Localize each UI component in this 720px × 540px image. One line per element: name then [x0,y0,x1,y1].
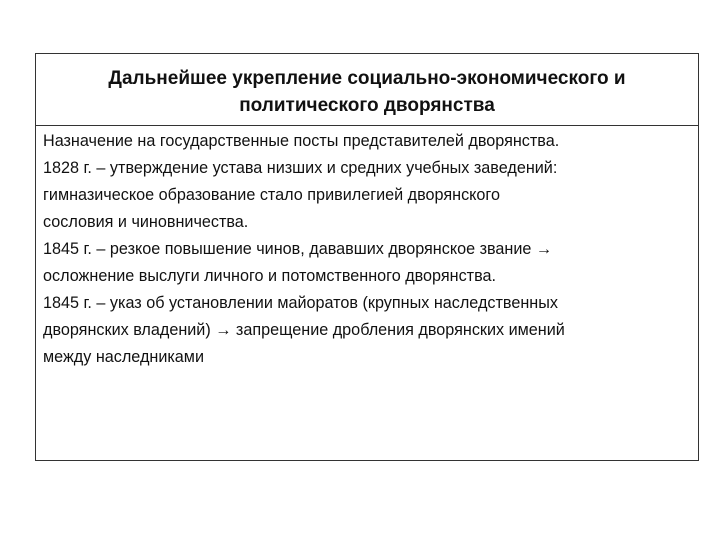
table-body-cell [36,126,698,460]
table-title [108,65,625,119]
body-line: гимназическое образование стало привилегией дворянского [43,186,500,204]
table-title-line-1: Дальнейшее укрепление социально-экономического и [108,67,626,89]
body-line: между наследниками [43,348,204,366]
table-header-cell [36,54,698,126]
body-line: 1828 г. – утверждение устава низших и средних учебных заведений: [43,159,558,177]
table-title-line-2: политического дворянства [239,94,495,116]
body-line: 1845 г. – указ об установлении майоратов (крупных наследственных [43,294,558,312]
body-line: осложнение выслуги личного и потомственного дворянства. [43,267,497,285]
body-line: сословия и чиновничества. [43,213,249,231]
body-line: Назначение на государственные посты представителей дворянства. [43,132,560,150]
content-table [35,53,699,461]
body-line: 1845 г. – резкое повышение чинов, дававших дворянское звание → [43,240,553,258]
body-line: дворянских владений) → запрещение дробления дворянских имений [43,321,565,339]
